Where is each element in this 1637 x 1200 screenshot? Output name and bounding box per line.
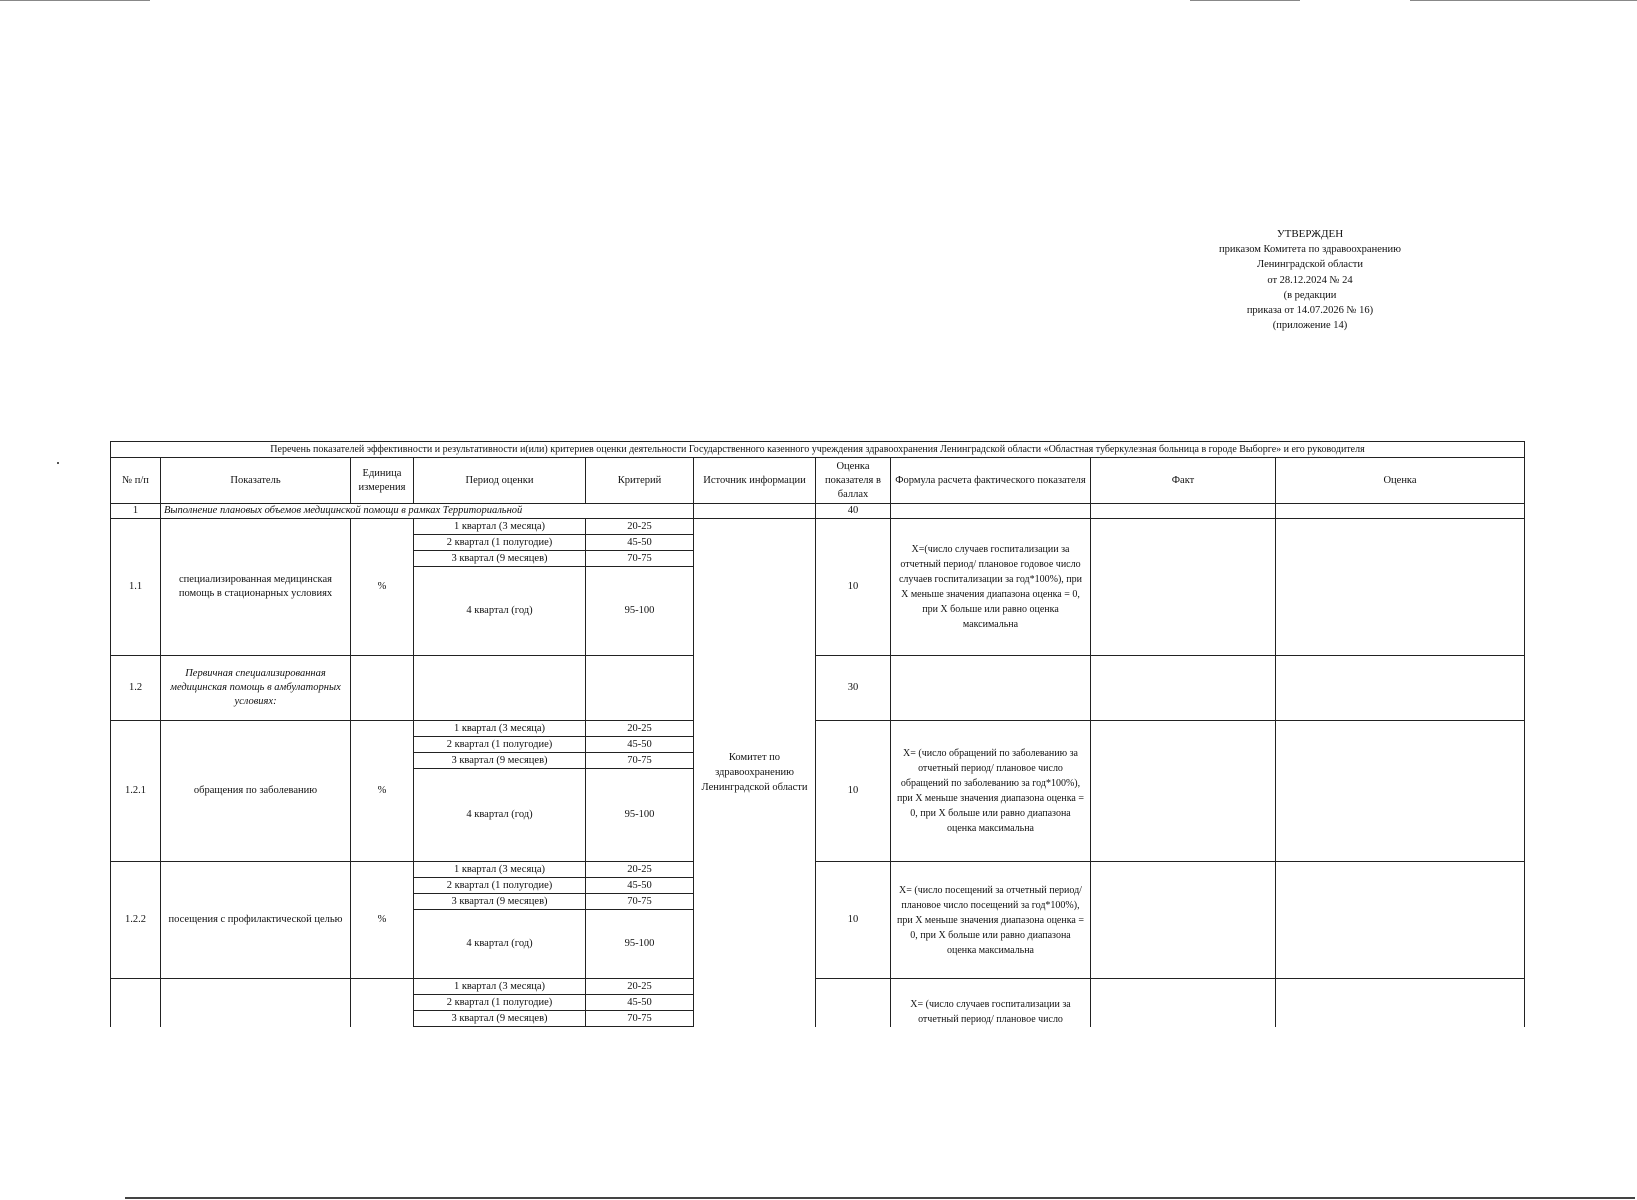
period-cell: 2 квартал (1 полугодие) bbox=[414, 535, 586, 551]
row-unit: % bbox=[351, 862, 414, 979]
row-formula: X= (число обращений по заболеванию за отчетный период/ плановое число обращений по заболеванию за год*100%), при X меньше значения диапазона оценка = 0, при X больше или равно диапазона оценка максимальна bbox=[891, 721, 1091, 862]
row-num: 1.2 bbox=[111, 656, 161, 721]
row-rating bbox=[1276, 721, 1525, 862]
approval-line: приказом Комитета по здравоохранению bbox=[1219, 244, 1401, 256]
period-cell: 2 квартал (1 полугодие) bbox=[414, 878, 586, 894]
criterion-cell: 95-100 bbox=[586, 769, 694, 862]
scan-edge-top-right bbox=[1410, 0, 1637, 1]
header-criterion: Критерий bbox=[586, 458, 694, 504]
row-formula-empty bbox=[891, 656, 1091, 721]
scan-edge-top-mid bbox=[1190, 0, 1300, 1]
criterion-cell: 70-75 bbox=[586, 1011, 694, 1027]
row-rating bbox=[1276, 519, 1525, 656]
row-rating bbox=[1276, 656, 1525, 721]
period-cell: 1 квартал (3 месяца) bbox=[414, 519, 586, 535]
table-caption: Перечень показателей эффективности и результативности и(или) критериев оценки деятельности Государственного казенного учреждения здравоохранения Ленинградской области «Областная туберкулезная больница в городе Выборге» и его руководителя bbox=[111, 442, 1525, 458]
period-cell: 2 квартал (1 полугодие) bbox=[414, 995, 586, 1011]
period-cell: 2 квартал (1 полугодие) bbox=[414, 737, 586, 753]
period-cell: 3 квартал (9 месяцев) bbox=[414, 753, 586, 769]
row-formula: X= (число случаев госпитализации за отчетный период/ плановое число bbox=[891, 979, 1091, 1027]
row-score: 10 bbox=[816, 519, 891, 656]
period-cell: 1 квартал (3 месяца) bbox=[414, 979, 586, 995]
row-indicator: посещения с профилактической целью bbox=[161, 862, 351, 979]
approval-line: (приложение 14) bbox=[1272, 320, 1348, 332]
row-unit: % bbox=[351, 721, 414, 862]
criterion-cell: 95-100 bbox=[586, 567, 694, 656]
header-source: Источник информации bbox=[694, 458, 816, 504]
row-formula: X=(число случаев госпитализации за отчетный период/ плановое годовое число случаев госпитализации за год*100%), при X меньше значения диапазона оценка = 0, при X больше или равно оценка максимальна bbox=[891, 519, 1091, 656]
period-cell: 3 квартал (9 месяцев) bbox=[414, 894, 586, 910]
row-indicator: обращения по заболеванию bbox=[161, 721, 351, 862]
section-formula-empty bbox=[891, 504, 1091, 519]
section-indicator: Выполнение плановых объемов медицинской помощи в рамках Территориальной bbox=[161, 504, 694, 519]
indicators-table bbox=[110, 441, 1525, 1027]
row-unit-empty bbox=[351, 979, 414, 1027]
row-fact bbox=[1091, 721, 1276, 862]
criterion-cell: 45-50 bbox=[586, 535, 694, 551]
criterion-cell: 20-25 bbox=[586, 862, 694, 878]
scan-edge-bottom bbox=[125, 1197, 1635, 1199]
section-fact-empty bbox=[1091, 504, 1276, 519]
section-score: 40 bbox=[816, 504, 891, 519]
approval-line: (в редакции bbox=[1283, 289, 1337, 301]
header-indicator: Показатель bbox=[161, 458, 351, 504]
period-cell: 1 квартал (3 месяца) bbox=[414, 721, 586, 737]
header-num: № п/п bbox=[111, 458, 161, 504]
row-formula: X= (число посещений за отчетный период/ плановое число посещений за год*100%), при X меньше значения диапазона оценка = 0, при X больше или равно диапазона оценка максимальна bbox=[891, 862, 1091, 979]
row-indicator: Первичная специализированная медицинская помощь в амбулаторных условиях: bbox=[161, 656, 351, 721]
header-period: Период оценки bbox=[414, 458, 586, 504]
section-row bbox=[111, 504, 1525, 519]
criterion-cell: 70-75 bbox=[586, 551, 694, 567]
period-cell: 4 квартал (год) bbox=[414, 567, 586, 656]
table-header-row bbox=[111, 458, 1525, 504]
criterion-cell: 45-50 bbox=[586, 878, 694, 894]
header-score: Оценка показателя в баллах bbox=[816, 458, 891, 504]
criterion-cell: 45-50 bbox=[586, 995, 694, 1011]
header-formula: Формула расчета фактического показателя bbox=[891, 458, 1091, 504]
row-indicator-empty bbox=[161, 979, 351, 1027]
period-cell: 4 квартал (год) bbox=[414, 910, 586, 979]
criterion-cell: 70-75 bbox=[586, 753, 694, 769]
row-unit: % bbox=[351, 519, 414, 656]
row-rating bbox=[1276, 862, 1525, 979]
approval-block bbox=[1180, 227, 1440, 333]
criterion-cell: 45-50 bbox=[586, 737, 694, 753]
approval-line: приказа от 14.07.2026 № 16) bbox=[1246, 305, 1374, 317]
scan-edge-top-left bbox=[0, 0, 150, 1]
period-empty bbox=[414, 656, 586, 721]
row-fact bbox=[1091, 979, 1276, 1027]
section-num: 1 bbox=[111, 504, 161, 519]
table-row bbox=[111, 721, 1525, 737]
row-fact bbox=[1091, 656, 1276, 721]
header-unit: Единица измерения bbox=[351, 458, 414, 504]
row-num: 1.1 bbox=[111, 519, 161, 656]
row-score: 10 bbox=[816, 721, 891, 862]
approval-title: УТВЕРЖДЕН bbox=[1276, 228, 1344, 240]
source-cell: Комитет по здравоохранению Ленинградской области bbox=[694, 519, 816, 1027]
criterion-cell: 95-100 bbox=[586, 910, 694, 979]
row-score: 30 bbox=[816, 656, 891, 721]
section-source-empty bbox=[694, 504, 816, 519]
row-num-empty bbox=[111, 979, 161, 1027]
table-row bbox=[111, 862, 1525, 878]
header-rating: Оценка bbox=[1276, 458, 1525, 504]
table-row bbox=[111, 656, 1525, 721]
row-num: 1.2.1 bbox=[111, 721, 161, 862]
row-indicator: специализированная медицинская помощь в стационарных условиях bbox=[161, 519, 351, 656]
table-row bbox=[111, 979, 1525, 995]
row-score-empty bbox=[816, 979, 891, 1027]
approval-line: от 28.12.2024 № 24 bbox=[1267, 274, 1353, 286]
approval-line: Ленинградской области bbox=[1257, 259, 1363, 271]
criterion-empty bbox=[586, 656, 694, 721]
row-unit-empty bbox=[351, 656, 414, 721]
row-fact bbox=[1091, 519, 1276, 656]
criterion-cell: 70-75 bbox=[586, 894, 694, 910]
section-rating-empty bbox=[1276, 504, 1525, 519]
table-row bbox=[111, 519, 1525, 535]
header-fact: Факт bbox=[1091, 458, 1276, 504]
criterion-cell: 20-25 bbox=[586, 721, 694, 737]
row-score: 10 bbox=[816, 862, 891, 979]
row-rating bbox=[1276, 979, 1525, 1027]
row-fact bbox=[1091, 862, 1276, 979]
criterion-cell: 20-25 bbox=[586, 979, 694, 995]
row-num: 1.2.2 bbox=[111, 862, 161, 979]
period-cell: 3 квартал (9 месяцев) bbox=[414, 551, 586, 567]
period-cell: 3 квартал (9 месяцев) bbox=[414, 1011, 586, 1027]
period-cell: 1 квартал (3 месяца) bbox=[414, 862, 586, 878]
scan-dot bbox=[57, 462, 59, 464]
period-cell: 4 квартал (год) bbox=[414, 769, 586, 862]
criterion-cell: 20-25 bbox=[586, 519, 694, 535]
